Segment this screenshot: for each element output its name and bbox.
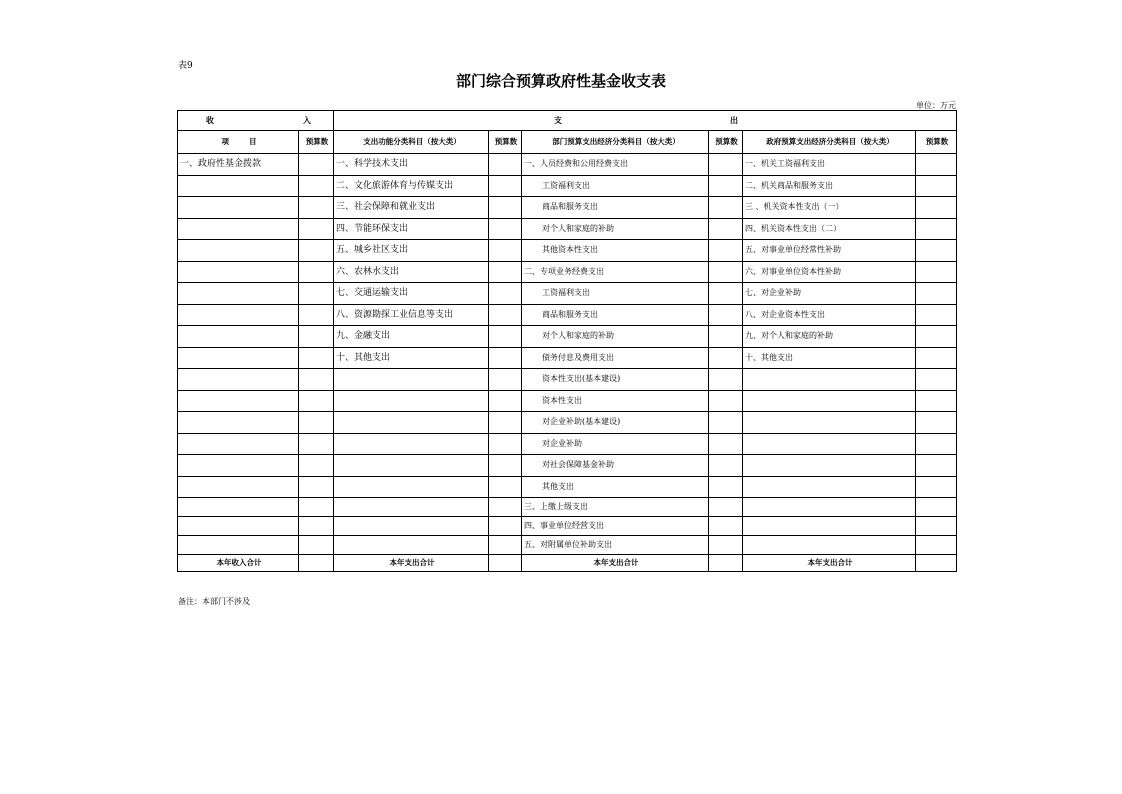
income-header-b: 入	[303, 115, 311, 125]
dept-econ-cell: 其他资本性支出	[522, 240, 709, 262]
income-item-cell	[178, 326, 299, 348]
func-budget-cell	[489, 433, 522, 455]
func-budget-cell	[489, 240, 522, 262]
gov-econ-cell: 六、对事业单位资本性补助	[743, 261, 916, 283]
table-row	[178, 369, 957, 391]
project-header	[178, 131, 299, 154]
table-row	[178, 536, 957, 555]
func-budget-cell	[489, 175, 522, 197]
income-item-cell	[178, 498, 299, 517]
gov-budget-cell	[916, 261, 957, 283]
dept-budget-cell	[709, 197, 743, 219]
income-item-cell	[178, 240, 299, 262]
func-class-cell	[334, 455, 489, 477]
func-budget-cell	[489, 476, 522, 498]
income-item-cell: 一、政府性基金拨款	[178, 154, 299, 176]
income-item-cell	[178, 390, 299, 412]
income-budget-cell	[299, 261, 334, 283]
func-class-cell: 四、节能环保支出	[334, 218, 489, 240]
gov-econ-cell	[743, 412, 916, 434]
func-budget-cell	[489, 498, 522, 517]
income-budget-cell	[299, 498, 334, 517]
func-budget-cell	[489, 412, 522, 434]
dept-econ-cell: 五、对附属单位补助支出	[522, 536, 709, 555]
func-budget-cell	[489, 455, 522, 477]
expense-header-b: 出	[730, 115, 739, 125]
table-row	[178, 304, 957, 326]
gov-budget-cell	[916, 304, 957, 326]
dept-total-value	[709, 555, 743, 572]
table-row	[178, 455, 957, 477]
income-item-cell	[178, 369, 299, 391]
func-budget-cell	[489, 536, 522, 555]
func-class-cell	[334, 536, 489, 555]
income-item-cell	[178, 455, 299, 477]
gov-econ-cell: 三 、机关资本性支出（一）	[743, 197, 916, 219]
dept-econ-cell: 商品和服务支出	[522, 304, 709, 326]
dept-budget-cell	[709, 154, 743, 176]
dept-budget-cell	[709, 412, 743, 434]
gov-econ-cell: 十、其他支出	[743, 347, 916, 369]
budget-header-dept: 预算数	[709, 131, 743, 154]
func-class-cell	[334, 390, 489, 412]
func-total-value	[489, 555, 522, 572]
gov-econ-cell	[743, 536, 916, 555]
dept-budget-cell	[709, 326, 743, 348]
income-budget-cell	[299, 476, 334, 498]
func-budget-cell	[489, 390, 522, 412]
income-item-cell	[178, 412, 299, 434]
budget-header-gov: 预算数	[916, 131, 957, 154]
gov-budget-cell	[916, 283, 957, 305]
budget-table	[177, 110, 957, 572]
gov-econ-cell: 九、对个人和家庭的补助	[743, 326, 916, 348]
dept-budget-cell	[709, 218, 743, 240]
func-class-cell: 七、交通运输支出	[334, 283, 489, 305]
budget-header-income: 预算数	[299, 131, 334, 154]
totals-row	[178, 555, 957, 572]
income-item-cell	[178, 476, 299, 498]
income-budget-cell	[299, 304, 334, 326]
gov-econ-cell: 一、机关工资福利支出	[743, 154, 916, 176]
unit-label: 单位：万元	[916, 101, 956, 110]
func-class-cell: 五、城乡社区支出	[334, 240, 489, 262]
table-row	[178, 218, 957, 240]
dept-budget-cell	[709, 517, 743, 536]
table-row	[178, 261, 957, 283]
dept-econ-cell: 工资福利支出	[522, 175, 709, 197]
table-row	[178, 240, 957, 262]
gov-budget-cell	[916, 412, 957, 434]
table-row	[178, 498, 957, 517]
remark-note: 备注：本部门不涉及	[178, 597, 250, 606]
income-budget-cell	[299, 240, 334, 262]
dept-econ-cell: 债务付息及费用支出	[522, 347, 709, 369]
dept-econ-cell: 资本性支出(基本建设)	[522, 369, 709, 391]
table-row	[178, 476, 957, 498]
project-header-b: 目	[249, 137, 257, 146]
dept-budget-cell	[709, 536, 743, 555]
func-class-cell	[334, 517, 489, 536]
page-title: 部门综合预算政府性基金收支表	[455, 72, 666, 90]
func-budget-cell	[489, 326, 522, 348]
dept-econ-cell: 对企业补助(基本建设)	[522, 412, 709, 434]
income-budget-cell	[299, 175, 334, 197]
func-budget-cell	[489, 347, 522, 369]
table-number: 表9	[178, 61, 193, 71]
func-budget-cell	[489, 369, 522, 391]
gov-total-label: 本年支出合计	[743, 555, 916, 572]
table-row	[178, 197, 957, 219]
income-budget-cell	[299, 197, 334, 219]
table-row	[178, 347, 957, 369]
func-class-header: 支出功能分类科目（按大类）	[334, 131, 489, 154]
income-budget-cell	[299, 326, 334, 348]
column-header-row	[178, 131, 957, 154]
table-row	[178, 433, 957, 455]
income-item-cell	[178, 218, 299, 240]
dept-econ-cell: 商品和服务支出	[522, 197, 709, 219]
gov-econ-cell: 五、对事业单位经常性补助	[743, 240, 916, 262]
func-budget-cell	[489, 304, 522, 326]
dept-econ-cell: 资本性支出	[522, 390, 709, 412]
gov-budget-cell	[916, 498, 957, 517]
dept-budget-cell	[709, 476, 743, 498]
gov-econ-cell	[743, 390, 916, 412]
dept-econ-cell: 四、事业单位经营支出	[522, 517, 709, 536]
func-class-cell	[334, 412, 489, 434]
dept-total-label: 本年支出合计	[522, 555, 709, 572]
gov-budget-cell	[916, 433, 957, 455]
gov-econ-cell	[743, 476, 916, 498]
income-total-value	[299, 555, 334, 572]
func-class-cell: 九、金融支出	[334, 326, 489, 348]
dept-econ-cell: 工资福利支出	[522, 283, 709, 305]
func-budget-cell	[489, 197, 522, 219]
gov-budget-cell	[916, 218, 957, 240]
func-class-cell: 十、其他支出	[334, 347, 489, 369]
dept-econ-cell: 对企业补助	[522, 433, 709, 455]
dept-budget-cell	[709, 433, 743, 455]
dept-econ-header: 部门预算支出经济分类科目（按大类）	[522, 131, 709, 154]
gov-econ-cell	[743, 498, 916, 517]
income-header-a: 收	[206, 115, 214, 125]
func-class-cell: 三、社会保障和就业支出	[334, 197, 489, 219]
gov-budget-cell	[916, 175, 957, 197]
func-class-cell: 八、资源勘探工业信息等支出	[334, 304, 489, 326]
gov-budget-cell	[916, 517, 957, 536]
income-budget-cell	[299, 283, 334, 305]
expense-header-a: 支	[554, 115, 563, 125]
func-class-cell: 六、农林水支出	[334, 261, 489, 283]
table-row	[178, 154, 957, 176]
dept-budget-cell	[709, 175, 743, 197]
dept-budget-cell	[709, 390, 743, 412]
dept-econ-cell: 其他支出	[522, 476, 709, 498]
top-header-row	[178, 111, 957, 131]
income-item-cell	[178, 433, 299, 455]
income-budget-cell	[299, 517, 334, 536]
income-group-header	[178, 111, 334, 131]
income-item-cell	[178, 283, 299, 305]
gov-total-value	[916, 555, 957, 572]
budget-header-func: 预算数	[489, 131, 522, 154]
income-budget-cell	[299, 218, 334, 240]
income-item-cell	[178, 175, 299, 197]
func-budget-cell	[489, 517, 522, 536]
project-header-a: 项	[221, 137, 229, 146]
table-row	[178, 412, 957, 434]
table-row	[178, 390, 957, 412]
dept-econ-cell: 二、专项业务经费支出	[522, 261, 709, 283]
dept-budget-cell	[709, 498, 743, 517]
gov-budget-cell	[916, 347, 957, 369]
gov-budget-cell	[916, 326, 957, 348]
gov-econ-cell	[743, 369, 916, 391]
income-item-cell	[178, 261, 299, 283]
func-budget-cell	[489, 218, 522, 240]
func-budget-cell	[489, 154, 522, 176]
income-item-cell	[178, 517, 299, 536]
dept-budget-cell	[709, 369, 743, 391]
income-budget-cell	[299, 455, 334, 477]
dept-budget-cell	[709, 240, 743, 262]
dept-budget-cell	[709, 283, 743, 305]
gov-budget-cell	[916, 536, 957, 555]
income-item-cell	[178, 347, 299, 369]
income-budget-cell	[299, 347, 334, 369]
gov-econ-cell: 八、对企业资本性支出	[743, 304, 916, 326]
income-budget-cell	[299, 154, 334, 176]
gov-budget-cell	[916, 369, 957, 391]
table-row	[178, 517, 957, 536]
table-row	[178, 283, 957, 305]
gov-econ-cell	[743, 455, 916, 477]
gov-econ-cell: 七、对企业补助	[743, 283, 916, 305]
func-budget-cell	[489, 283, 522, 305]
gov-budget-cell	[916, 197, 957, 219]
dept-econ-cell: 一、人员经费和公用经费支出	[522, 154, 709, 176]
gov-budget-cell	[916, 476, 957, 498]
dept-econ-cell: 对社会保障基金补助	[522, 455, 709, 477]
income-budget-cell	[299, 390, 334, 412]
income-budget-cell	[299, 536, 334, 555]
gov-econ-cell	[743, 517, 916, 536]
table-row	[178, 175, 957, 197]
gov-econ-cell: 二、机关商品和服务支出	[743, 175, 916, 197]
dept-budget-cell	[709, 261, 743, 283]
dept-econ-cell: 三、上缴上级支出	[522, 498, 709, 517]
income-budget-cell	[299, 369, 334, 391]
gov-econ-cell	[743, 433, 916, 455]
func-class-cell	[334, 433, 489, 455]
gov-budget-cell	[916, 455, 957, 477]
income-budget-cell	[299, 412, 334, 434]
expense-group-header	[334, 111, 957, 131]
gov-econ-cell: 四、机关资本性支出（二）	[743, 218, 916, 240]
func-total-label: 本年支出合计	[334, 555, 489, 572]
income-item-cell	[178, 304, 299, 326]
income-total-label: 本年收入合计	[178, 555, 299, 572]
func-class-cell	[334, 369, 489, 391]
gov-budget-cell	[916, 390, 957, 412]
table-row	[178, 326, 957, 348]
dept-budget-cell	[709, 304, 743, 326]
income-item-cell	[178, 197, 299, 219]
income-item-cell	[178, 536, 299, 555]
gov-budget-cell	[916, 240, 957, 262]
func-class-cell	[334, 476, 489, 498]
func-class-cell: 一、科学技术支出	[334, 154, 489, 176]
func-class-cell	[334, 498, 489, 517]
dept-budget-cell	[709, 455, 743, 477]
dept-budget-cell	[709, 347, 743, 369]
dept-econ-cell: 对个人和家庭的补助	[522, 218, 709, 240]
income-budget-cell	[299, 433, 334, 455]
gov-econ-header: 政府预算支出经济分类科目（按大类）	[743, 131, 916, 154]
gov-budget-cell	[916, 154, 957, 176]
func-class-cell: 二、文化旅游体育与传媒支出	[334, 175, 489, 197]
func-budget-cell	[489, 261, 522, 283]
dept-econ-cell: 对个人和家庭的补助	[522, 326, 709, 348]
